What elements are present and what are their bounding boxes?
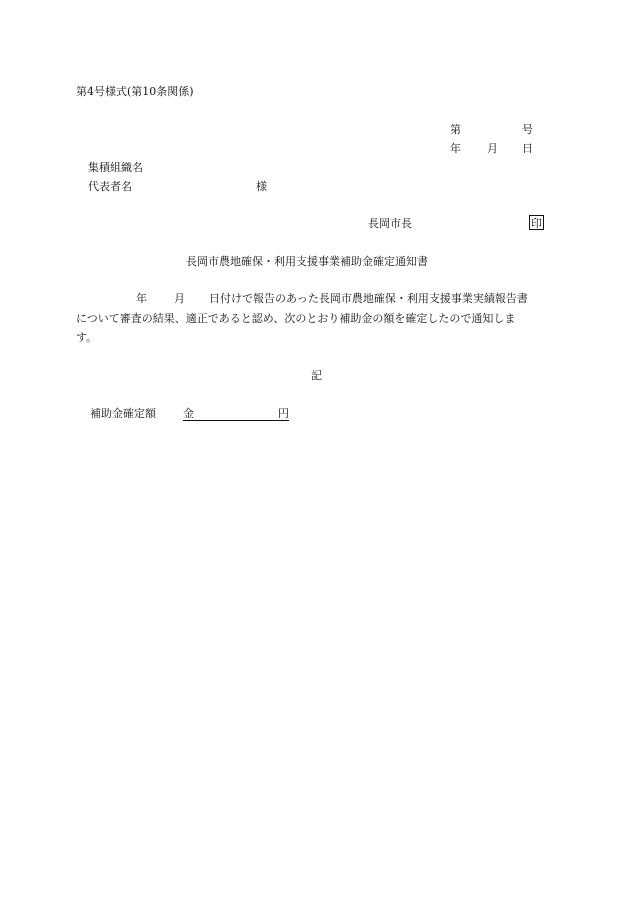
amount-label: 補助金確定額 (90, 407, 156, 420)
body-line-1-text: 日付けで報告のあった長岡市農地確保・利用支援事業実績報告書 (209, 292, 528, 305)
recipient-rep-label: 代表者名 (88, 180, 132, 193)
seal-stamp: 印 (531, 217, 542, 230)
date-year-label: 年 (450, 142, 461, 155)
document-number-prefix: 第 (450, 123, 461, 136)
document-number-suffix: 号 (522, 123, 533, 136)
recipient-honorific: 様 (256, 180, 267, 193)
issuer-title: 長岡市長 (368, 217, 412, 230)
amount-suffix: 円 (278, 407, 289, 420)
form-number: 第4号様式(第10条関係) (76, 85, 194, 98)
date-day-label: 日 (522, 142, 533, 155)
body-line-3: す。 (76, 331, 98, 344)
body-year-label: 年 (136, 292, 147, 305)
date-month-label: 月 (487, 142, 498, 155)
body-month-label: 月 (174, 292, 185, 305)
body-line-2: について審査の結果、適正であると認め、次のとおり補助金の額を確定したので通知しま (76, 312, 516, 325)
amount-field (183, 408, 289, 421)
recipient-org-label: 集積組織名 (88, 161, 143, 174)
amount-prefix: 金 (183, 407, 194, 420)
ki-heading: 記 (311, 369, 322, 382)
document-title: 長岡市農地確保・利用支援事業補助金確定通知書 (186, 255, 428, 268)
